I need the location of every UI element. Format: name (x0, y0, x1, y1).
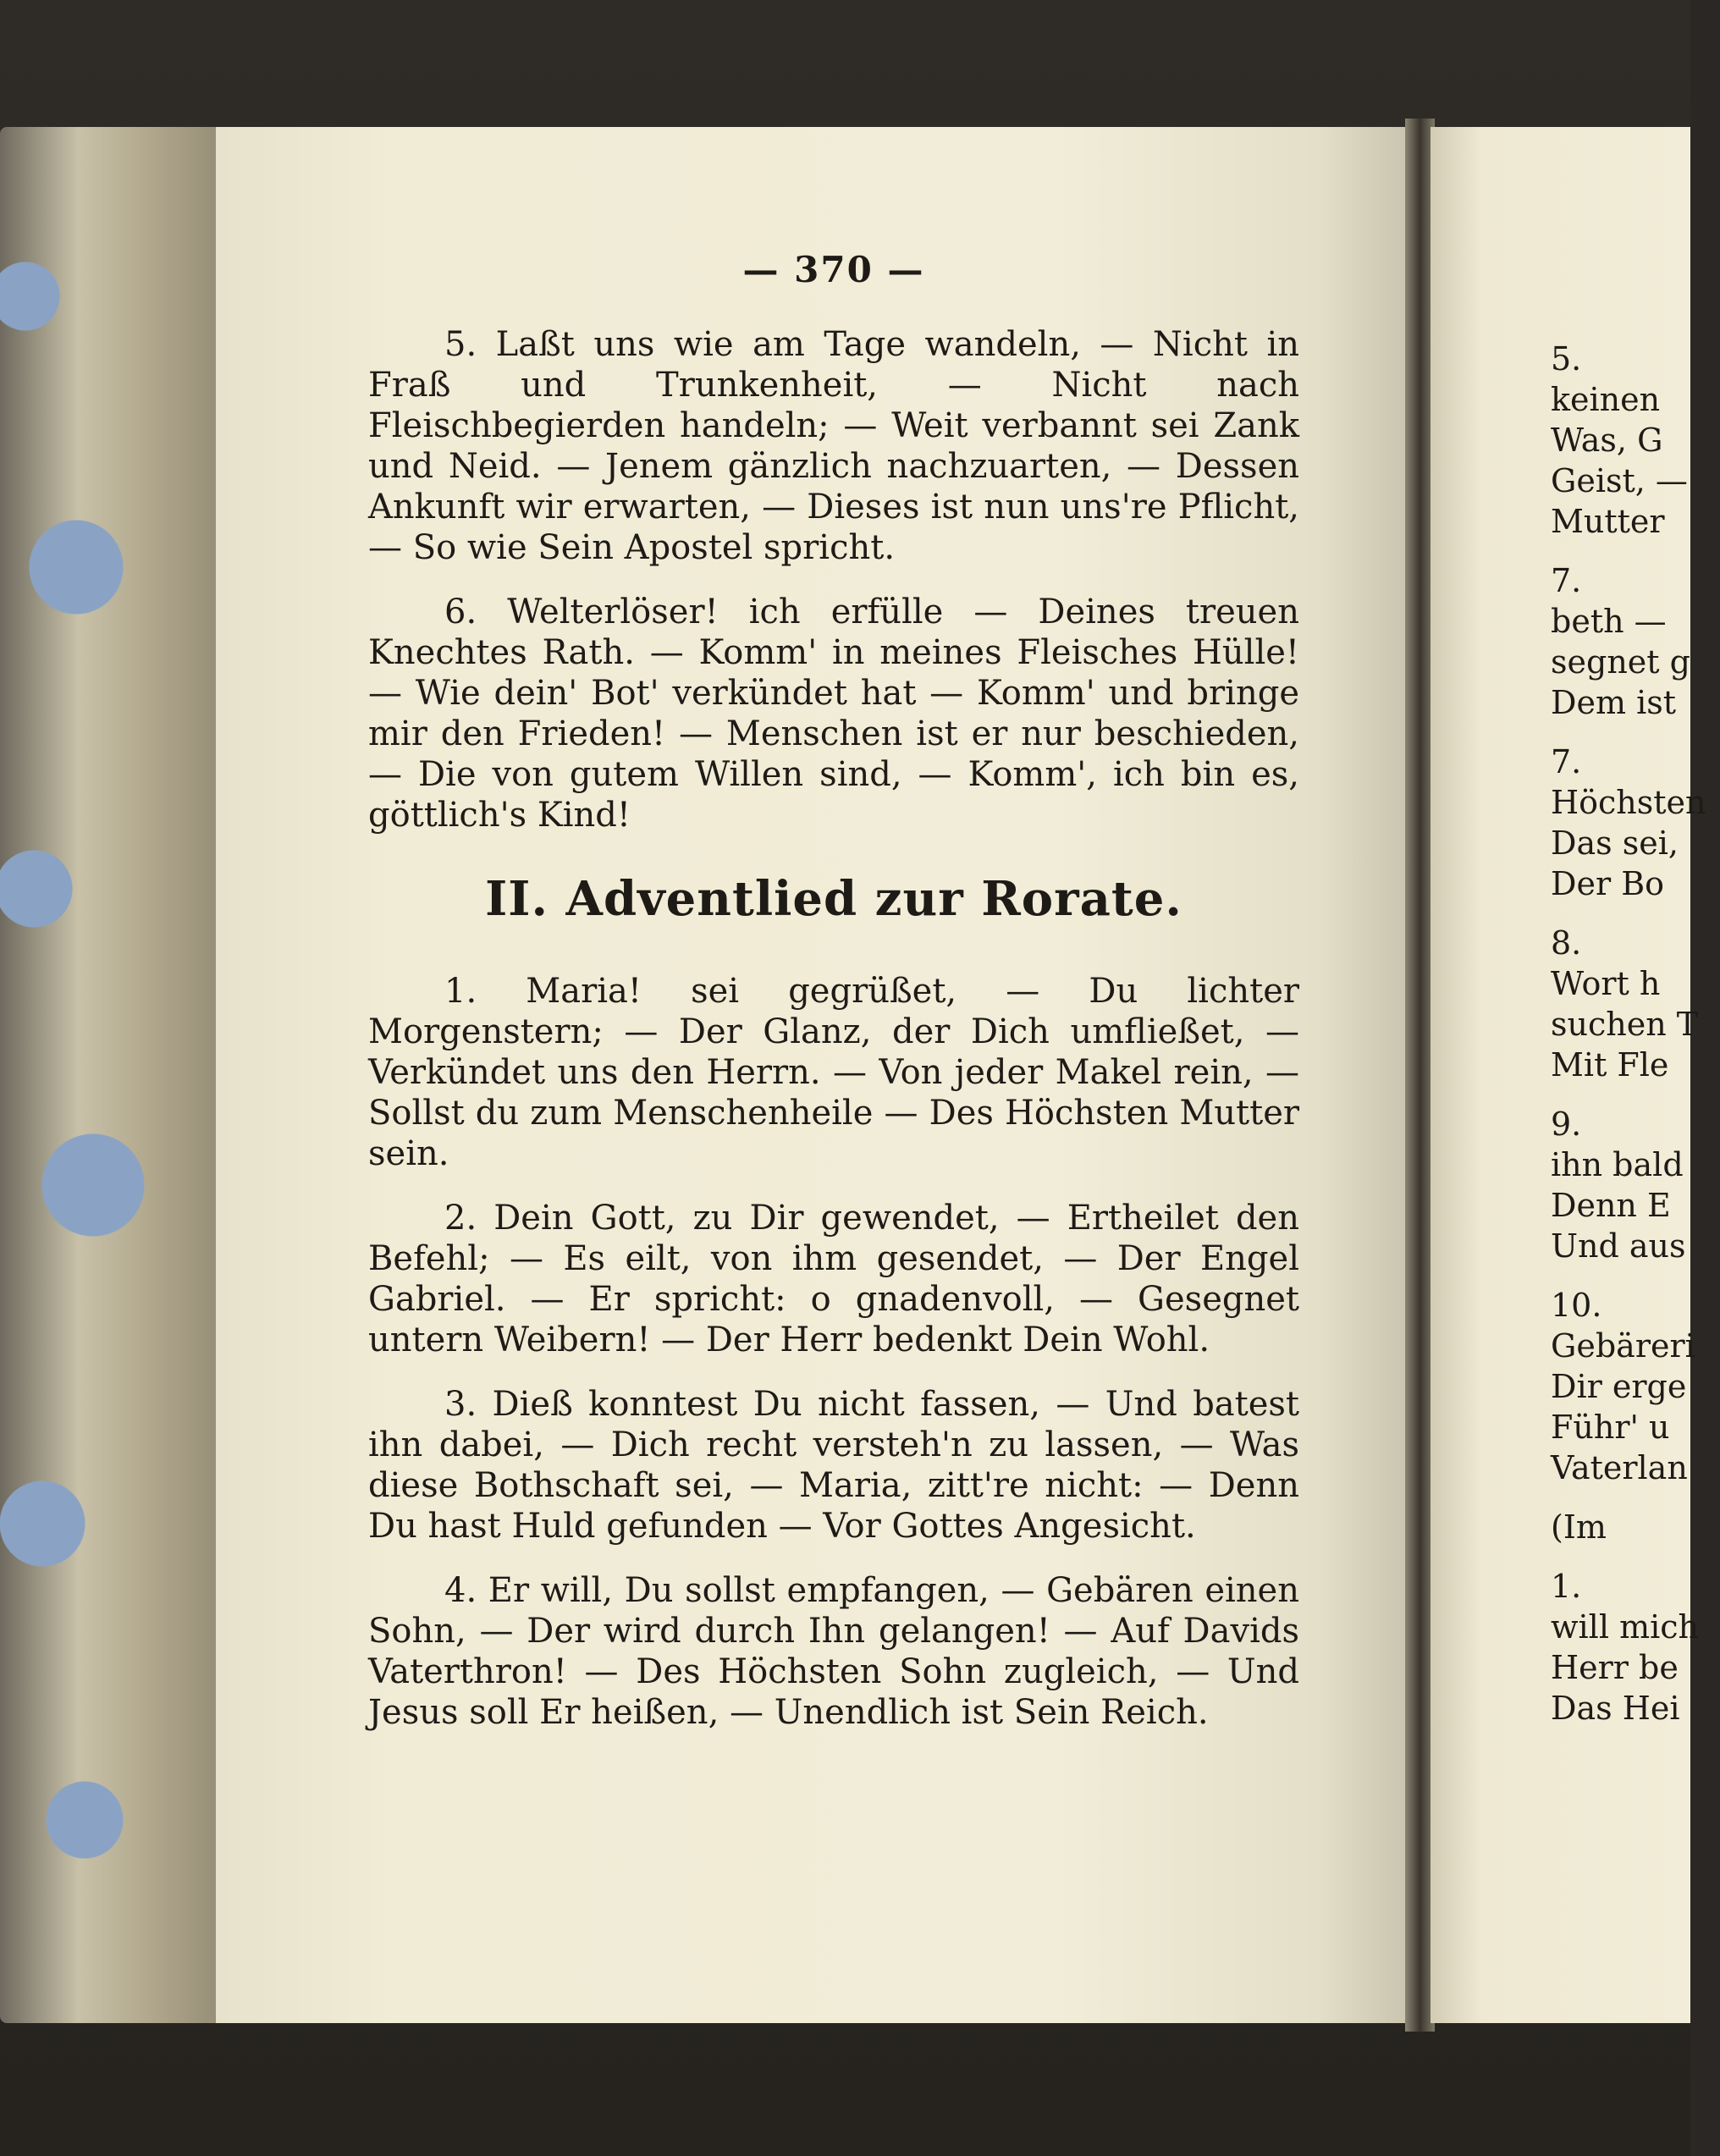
right-page-gap (1551, 1085, 1720, 1104)
section-title: II. Adventlied zur Rorate. (485, 871, 1182, 927)
right-page-line: Herr be (1551, 1649, 1679, 1686)
right-page-text (1551, 339, 1720, 1729)
right-page-gap (1551, 542, 1720, 560)
right-page-line: 7. (1551, 562, 1582, 599)
right-page-line: suchen T (1551, 1006, 1699, 1043)
right-page-line: Und aus (1551, 1227, 1686, 1265)
right-page-line: Das Hei (1551, 1690, 1680, 1727)
right-page-line: Der Bo (1551, 865, 1665, 902)
page-number: — 370 — (742, 249, 925, 290)
stanza-5: 5. Laßt uns wie am Tage wandeln, — Nicht in Fraß und Trunkenheit, — Nicht nach Fleischbegierden handeln; — Weit verbannt sei Zank und Neid. — Jenem gänzlich nachzuarten, — Dessen Ankunft wir erwarten, — Dieses ist nun uns're Pflicht, — So wie Sein Apostel spricht. (368, 325, 1299, 567)
right-page-line: Mutter (1551, 503, 1665, 540)
right-page-line: Dem ist (1551, 684, 1676, 721)
right-page-line: 8. (1551, 924, 1582, 962)
right-page-line: Geist, — (1551, 462, 1688, 499)
right-page-line: Gebäreri (1551, 1327, 1695, 1365)
right-page-line: 10. (1551, 1287, 1602, 1324)
right-page-line: keinen (1551, 381, 1661, 418)
right-page-line: Denn E (1551, 1187, 1671, 1224)
right-page-line: Dir erge (1551, 1368, 1687, 1405)
right-page-line: segnet g (1551, 643, 1690, 681)
stanza-4: 4. Er will, Du sollst empfangen, — Gebären einen Sohn, — Der wird durch Ihn gelangen! — Auf Davids Vaterthron! — Des Höchsten Sohn zugleich, — Und Jesus soll Er heißen, — Unendlich ist Sein Reich. (368, 1571, 1299, 1732)
right-page-line: Höchsten (1551, 784, 1706, 821)
stanza-3: 3. Dieß konntest Du nicht fassen, — Und batest ihn dabei, — Dich recht versteh'n zu lassen, — Was diese Bothschaft sei, — Maria, zitt're nicht: — Denn Du hast Huld gefunden — Vor Gottes Angesicht. (368, 1385, 1299, 1546)
right-page-line: Wort h (1551, 965, 1661, 1002)
right-page-gap (1551, 904, 1720, 923)
right-page-gap (1551, 1266, 1720, 1285)
right-page-line: Mit Fle (1551, 1046, 1669, 1084)
right-page-gap (1551, 1488, 1720, 1507)
right-page-line: Vaterlan (1551, 1449, 1688, 1486)
right-page-line: Das sei, (1551, 824, 1679, 862)
right-page-line: 1. (1551, 1568, 1582, 1605)
right-page-line: Was, G (1551, 422, 1663, 459)
page-edges (0, 127, 224, 2023)
right-page-line: 7. (1551, 743, 1582, 780)
stanza-6: 6. Welterlöser! ich erfülle — Deines treuen Knechtes Rath. — Komm' in meines Fleisches Hülle! — Wie dein' Bot' verkündet hat — Komm' und bringe mir den Frieden! — Menschen ist er nur beschieden, — Die von gutem Willen sind, — Komm', ich bin es, göttlich's Kind! (368, 593, 1299, 835)
right-page-line: (Im (1551, 1508, 1607, 1546)
right-page-gap (1551, 723, 1720, 742)
stanza-2: 2. Dein Gott, zu Dir gewendet, — Ertheilet den Befehl; — Es eilt, von ihm gesendet, — Der Engel Gabriel. — Er spricht: o gnadenvoll, — Gesegnet untern Weibern! — Der Herr bedenkt Dein Wohl. (368, 1199, 1299, 1359)
left-page-text (368, 250, 1299, 1756)
right-page-line: ihn bald (1551, 1146, 1684, 1183)
right-page-line: will mich (1551, 1608, 1700, 1646)
right-page-line: Führ' u (1551, 1409, 1670, 1446)
right-page-line: 9. (1551, 1106, 1582, 1143)
right-page-line: beth — (1551, 603, 1667, 640)
right-page-line: 5. (1551, 340, 1582, 378)
right-page-gap (1551, 1547, 1720, 1566)
stanza-1: 1. Maria! sei gegrüßet, — Du lichter Morgenstern; — Der Glanz, der Dich umfließet, — Verkündet uns den Herrn. — Von jeder Makel rein, — Sollst du zum Menschenheile — Des Höchsten Mutter sein. (368, 972, 1299, 1173)
